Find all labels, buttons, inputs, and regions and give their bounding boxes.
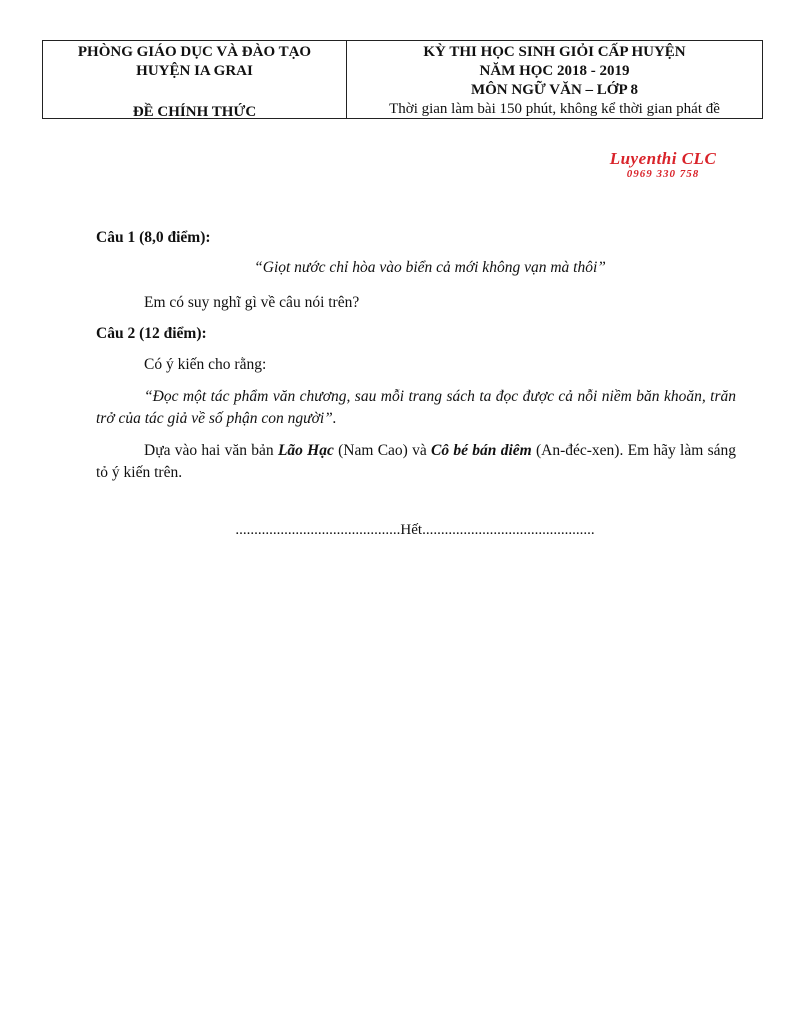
official-label: ĐỀ CHÍNH THỨC [132, 104, 257, 120]
header-right-cell [347, 41, 762, 118]
question-2-intro: Có ý kiến cho rằng: [144, 356, 267, 373]
subject-grade: MÔN NGỮ VĂN – LỚP 8 [470, 82, 639, 98]
question-1-prompt: Em có suy nghĩ gì về câu nói trên? [144, 294, 360, 311]
task-text-3: (An-đéc-xen). Em hãy làm sáng tỏ ý kiến trên. [96, 442, 736, 481]
header-left-cell [43, 41, 347, 118]
question-1-title: Câu 1 (8,0 điểm): [96, 229, 211, 246]
school-year: NĂM HỌC 2018 - 2019 [479, 63, 630, 79]
watermark-logo [588, 150, 738, 180]
work-title-lao-hac: Lão Hạc [277, 442, 334, 459]
work-title-co-be-ban-diem: Cô bé bán diêm [431, 442, 532, 459]
watermark-brand: Luyenthi CLC [609, 149, 717, 168]
district-name: HUYỆN IA GRAI [136, 63, 253, 79]
watermark-phone: 0969 330 758 [626, 168, 700, 180]
exam-body [96, 228, 736, 484]
question-2-title: Câu 2 (12 điểm): [96, 325, 207, 342]
question-2-task [96, 440, 736, 484]
exam-header [42, 40, 763, 119]
question-2-quote: “Đọc một tác phẩm văn chương, sau mỗi trang sách ta đọc được cả nỗi niềm băn khoăn, trăn trở của tác giả về số phận con người”. [96, 388, 736, 427]
task-text-2: (Nam Cao) và [333, 442, 432, 459]
exam-title: KỲ THI HỌC SINH GIỎI CẤP HUYỆN [423, 44, 686, 60]
question-1-quote: “Giọt nước chỉ hòa vào biển cả mới không vạn mà thôi” [254, 259, 606, 276]
exam-duration: Thời gian làm bài 150 phút, không kể thời gian phát đề [389, 101, 720, 117]
task-text-1: Dựa vào hai văn bản [144, 442, 278, 459]
department-name: PHÒNG GIÁO DỤC VÀ ĐÀO TẠO [77, 44, 312, 60]
end-marker: ............................................Hết.............................................. [235, 522, 595, 538]
